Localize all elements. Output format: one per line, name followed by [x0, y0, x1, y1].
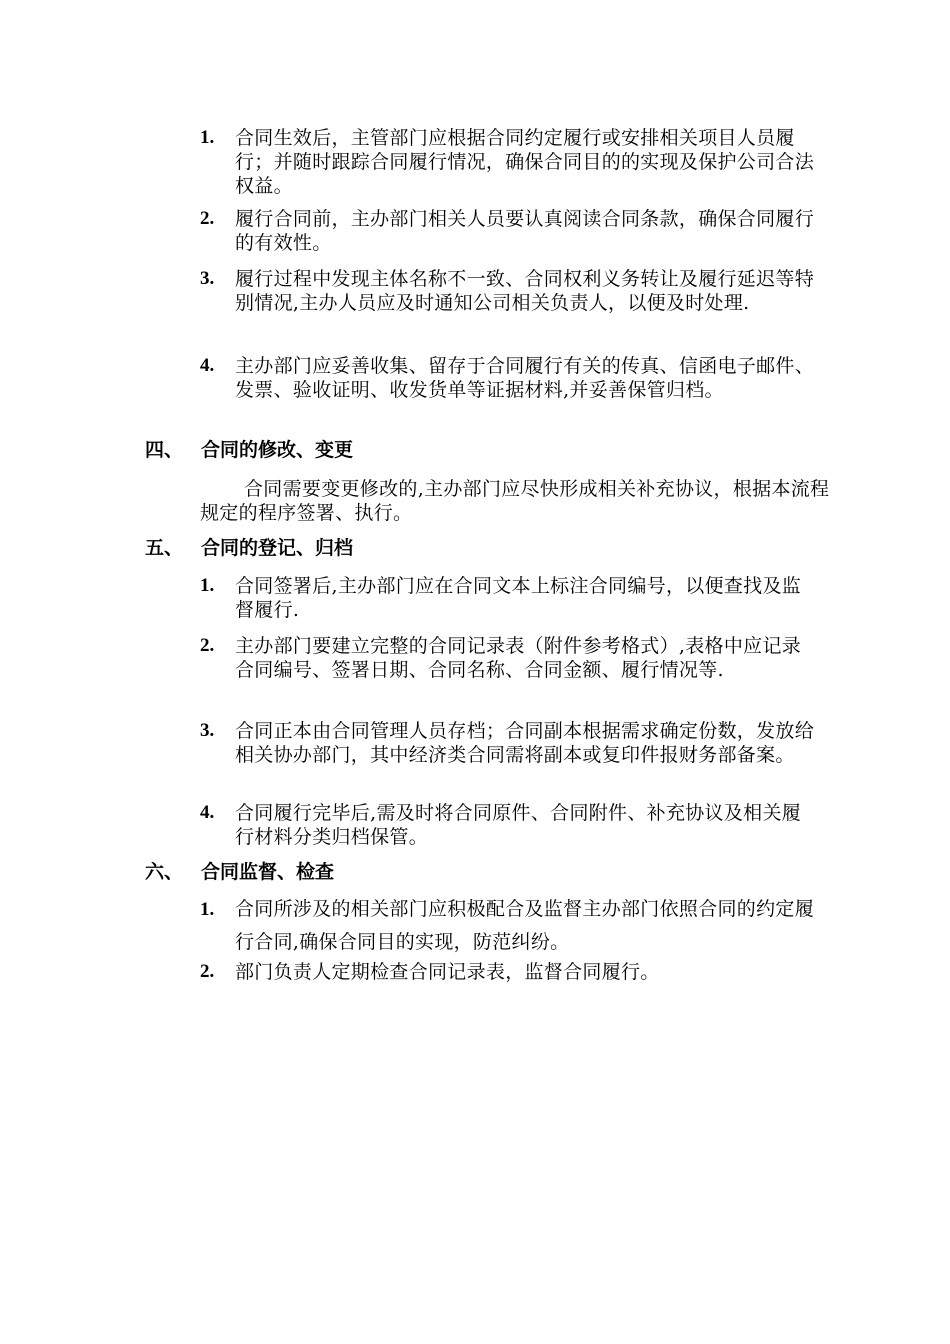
list-item-text: 履行合同前，主办部门相关人员要认真阅读合同条款，确保合同履行的有效性。	[235, 208, 815, 254]
list-item	[200, 634, 820, 682]
list-number: 2.	[200, 635, 215, 656]
section-title: 合同的登记、归档	[201, 537, 354, 559]
list-number: 1.	[200, 127, 215, 148]
list-item-text: 合同所涉及的相关部门应积极配合及监督主办部门依照合同的约定履行合同,确保合同目的实现，防范纠纷。	[235, 898, 815, 953]
section-title: 合同的修改、变更	[201, 439, 354, 461]
list-item-text: 合同正本由合同管理人员存档；合同副本根据需求确定份数，发放给相关协办部门，其中经济类合同需将副本或复印件报财务部备案。	[235, 720, 815, 766]
section-number: 四、	[145, 439, 184, 461]
list-item	[200, 574, 820, 622]
list-number: 3.	[200, 720, 215, 741]
list-item	[200, 354, 820, 402]
list-item	[200, 960, 820, 984]
list-number: 1.	[200, 575, 215, 596]
list-item-text: 主办部门要建立完整的合同记录表（附件参考格式）,表格中应记录合同编号、签署日期、合同名称、合同金额、履行情况等.	[235, 635, 802, 681]
section-number: 五、	[145, 537, 184, 559]
list-number: 4.	[200, 355, 215, 376]
list-item	[200, 719, 820, 767]
list-number: 4.	[200, 802, 215, 823]
list-item	[200, 898, 820, 959]
list-number: 2.	[200, 961, 215, 982]
list-item-text: 合同生效后，主管部门应根据合同约定履行或安排相关项目人员履行；并随时跟踪合同履行情况，确保合同目的的实现及保护公司合法权益。	[235, 127, 815, 197]
section-number: 六、	[145, 861, 184, 883]
list-number: 1.	[200, 899, 215, 920]
list-item-text: 主办部门应妥善收集、留存于合同履行有关的传真、信函电子邮件、发票、验收证明、收发货单等证据材料,并妥善保管归档。	[235, 355, 815, 401]
list-item-text: 合同签署后,主办部门应在合同文本上标注合同编号，以便查找及监督履行.	[235, 575, 802, 621]
section-title: 合同监督、检查	[201, 861, 335, 883]
list-number: 2.	[200, 208, 215, 229]
list-item-text: 履行过程中发现主体名称不一致、合同权利义务转让及履行延迟等特别情况,主办人员应及时通知公司相关负责人，以便及时处理.	[235, 268, 815, 314]
section-heading	[145, 860, 745, 884]
list-item	[200, 207, 820, 255]
list-item-text: 部门负责人定期检查合同记录表，监督合同履行。	[235, 961, 660, 983]
section-heading	[145, 536, 745, 560]
list-item	[200, 267, 820, 315]
list-item-text: 合同履行完毕后,需及时将合同原件、合同附件、补充协议及相关履行材料分类归档保管。	[235, 802, 802, 848]
list-item	[200, 126, 820, 198]
list-number: 3.	[200, 268, 215, 289]
section-paragraph: 合同需要变更修改的,主办部门应尽快形成相关补充协议，根据本流程规定的程序签署、执行。	[200, 478, 830, 524]
section-heading	[145, 438, 745, 462]
list-item	[200, 801, 820, 849]
